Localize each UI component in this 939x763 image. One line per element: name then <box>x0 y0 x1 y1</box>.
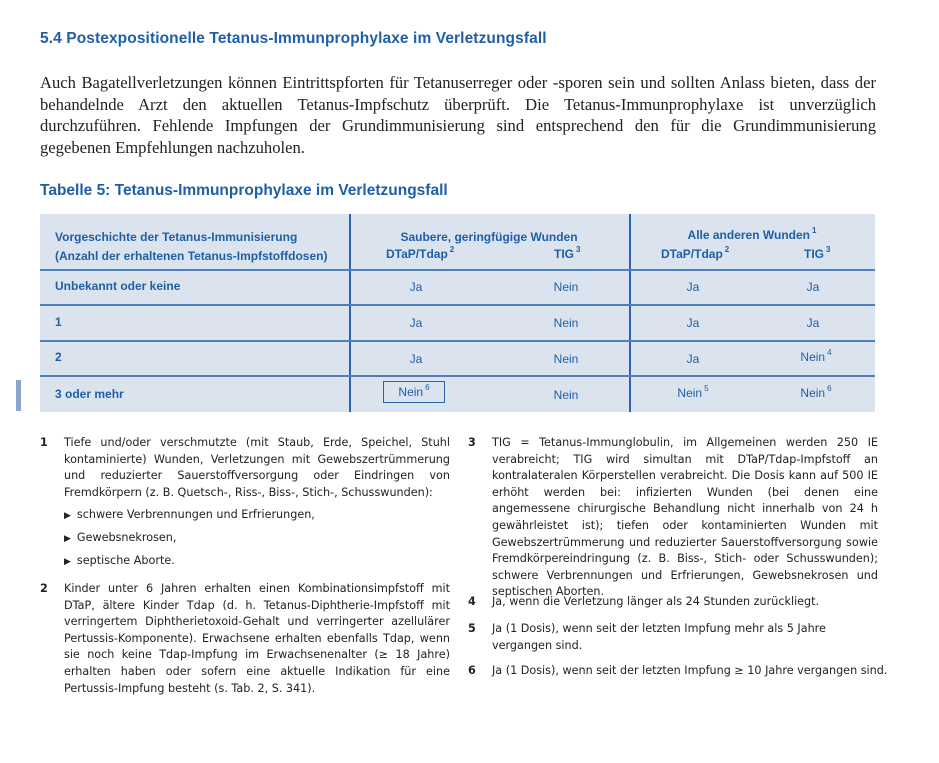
bullet-text: schwere Verbrennungen und Erfrierungen, <box>76 508 315 522</box>
footnote-ref: 3 <box>826 245 831 254</box>
bullet-item <box>64 530 450 548</box>
column-divider <box>629 214 631 412</box>
highlight-box <box>383 381 445 403</box>
footnote-text: Ja (1 Dosis), wenn seit der letzten Impfung mehr als 5 Jahre vergangen sind. <box>492 622 826 652</box>
cell-value: Ja <box>409 280 423 294</box>
row-divider <box>40 304 875 306</box>
cell-other-dtap <box>658 386 728 400</box>
header-col-label: DTaP/Tdap <box>661 247 723 261</box>
cell-other-dtap <box>629 316 757 330</box>
footnote-5 <box>468 621 878 654</box>
cell-clean-dtap-highlighted <box>383 381 445 403</box>
row-history: Unbekannt oder keine <box>55 279 181 293</box>
cell-value: Ja <box>686 352 700 366</box>
bullet-text: septische Aborte. <box>76 553 175 567</box>
footnote-6 <box>468 663 888 680</box>
cell-value: Ja <box>806 280 820 294</box>
bullet-item <box>64 553 450 571</box>
footnote-1 <box>40 435 450 575</box>
footnote-ref: 1 <box>812 226 817 235</box>
cell-value: Ja <box>806 316 820 330</box>
footnote-ref: 2 <box>724 245 730 254</box>
row-history: 2 <box>55 350 62 364</box>
triangle-bullet-icon: ▶ <box>64 556 71 567</box>
header-group-clean-wounds: Saubere, geringfügige Wunden <box>400 230 578 244</box>
footnote-text: Ja (1 Dosis), wenn seit der letzten Impfung ≥ 10 Jahre vergangen sind. <box>492 664 888 677</box>
section-title: 5.4 Postexpositionelle Tetanus-Immunprophylaxe im Verletzungsfall <box>40 30 547 47</box>
row-divider <box>40 375 875 377</box>
row-history: 3 oder mehr <box>55 387 124 401</box>
cell-clean-dtap <box>349 352 483 366</box>
header-group-other-wounds <box>629 228 875 242</box>
footnote-number: 6 <box>468 664 476 677</box>
row-divider <box>40 340 875 342</box>
footnote-bullet-list <box>64 507 450 570</box>
cell-clean-tig: Nein <box>553 280 579 294</box>
header-col-label: TIG <box>804 247 824 261</box>
footnote-text: Tiefe und/oder verschmutzte (mit Staub, Erde, Speichel, Stuhl kontaminierte) Wunden, Verletzungen mit Gewebszertrümmerung und reduzierter Sauerstoffversorgung oder Eindringen von Fremdkörpern (z. B. Quetsch-, Riss-, Biss-, Stich-, Schusswunden): <box>64 436 450 499</box>
footnote-3 <box>468 435 878 601</box>
cell-value: Ja <box>409 316 423 330</box>
cell-other-dtap <box>629 280 757 294</box>
header-col-dtap-1 <box>386 247 454 261</box>
header-history-line2: (Anzahl der erhaltenen Tetanus-Impfstoffdosen) <box>55 249 328 263</box>
cell-other-tig <box>786 280 840 294</box>
change-bar-marker <box>16 380 21 411</box>
intro-paragraph: Auch Bagatellverletzungen können Eintrittspforten für Tetanuserreger oder -sporen sein und sollten Anlass bieten, dass der behandelnde Arzt den aktuellen Tetanus-Impfschutz überprüft. Die Tetanus-Immunprophylaxe ist unverzüglich durchzuführen. Fehlende Impfungen der Grundimmunisierung sind entsprechend den für die Grundimmunisierung gegebenen Empfehlungen nachzuholen. <box>40 73 876 158</box>
cell-clean-tig: Nein <box>553 316 579 330</box>
footnote-4 <box>468 594 878 611</box>
bullet-text: Gewebsnekrosen, <box>76 530 177 544</box>
row-divider <box>40 269 875 271</box>
footnote-text: Kinder unter 6 Jahren erhalten einen Kombinationsimpfstoff mit DTaP, ältere Kinder Tdap (d. h. Tetanus-Diphtherie-Impfstoff mit verringertem Diphtherietoxoid-Gehalt und verringerter azellulärer Pertussis-Komponente). Erwachsene erhalten ebenfalls Tdap, wenn sie noch keine Tdap-Impfung im Erwachsenenalter (≥ 18 Jahre) erhalten haben oder sofern eine aktuelle Indikation für eine Pertussis-Impfung besteht (s. Tab. 2, S. 341). <box>64 582 450 695</box>
footnote-number: 5 <box>468 622 476 635</box>
footnote-ref: 3 <box>576 245 581 254</box>
cell-value: Ja <box>686 316 700 330</box>
footnote-2 <box>40 581 450 697</box>
cell-clean-dtap <box>349 316 483 330</box>
cell-value: Ja <box>409 352 423 366</box>
cell-other-tig <box>786 316 840 330</box>
footnote-number: 1 <box>40 436 48 449</box>
row-history: 1 <box>55 315 62 329</box>
footnote-ref: 2 <box>449 245 455 254</box>
header-col-tig-1 <box>554 247 580 261</box>
cell-clean-tig: Nein <box>553 388 579 402</box>
footnote-ref: 6 <box>425 383 430 392</box>
footnote-number: 2 <box>40 582 48 595</box>
header-history-line1: Vorgeschichte der Tetanus-Immunisierung <box>55 230 298 244</box>
cell-value: Nein <box>398 385 424 399</box>
triangle-bullet-icon: ▶ <box>64 533 71 544</box>
header-col-tig-2 <box>804 247 830 261</box>
header-col-label: TIG <box>554 247 574 261</box>
header-col-label: DTaP/Tdap <box>386 247 448 261</box>
cell-clean-dtap <box>349 280 483 294</box>
cell-other-dtap <box>629 352 757 366</box>
footnote-ref: 4 <box>827 348 832 357</box>
cell-value: Nein <box>800 350 826 364</box>
table-title: Tabelle 5: Tetanus-Immunprophylaxe im Verletzungsfall <box>40 182 448 199</box>
footnote-number: 3 <box>468 436 476 449</box>
cell-other-tig <box>786 350 846 364</box>
footnote-text: Ja, wenn die Verletzung länger als 24 Stunden zurückliegt. <box>492 595 820 608</box>
bullet-item <box>64 507 450 525</box>
cell-clean-tig: Nein <box>553 352 579 366</box>
prophylaxis-table <box>40 214 875 412</box>
cell-value: Ja <box>686 280 700 294</box>
header-group-other-label: Alle anderen Wunden <box>687 228 810 242</box>
footnote-ref: 5 <box>704 384 709 393</box>
cell-value: Nein <box>800 386 826 400</box>
triangle-bullet-icon: ▶ <box>64 511 71 522</box>
footnote-number: 4 <box>468 595 476 608</box>
header-col-dtap-2 <box>661 247 729 261</box>
footnote-ref: 6 <box>827 384 832 393</box>
cell-value: Nein <box>677 386 703 400</box>
footnote-text: TIG = Tetanus-Immunglobulin, im Allgemeinen werden 250 IE verabreicht; TIG wird simultan mit DTaP/Tdap-Impfstoff an kontralateralen Körperstellen verabreicht. Die Dosis kann auf 500 IE erhöht werden bei: infizierten Wunden (bei denen eine angemessene chirurgische Behandlung nicht innerhalb von 24 h gewährleistet ist); tiefen oder kontaminierten Wunden mit Gewebszertrümmerung und reduzierter Sauerstoffversorgung sowie Fremdkörpereindringung (z. B. Biss-, Stich- oder Schusswunden); schwere Verbrennungen und Erfrierungen, Gewebsnekrosen und septischen Aborten. <box>492 436 878 599</box>
cell-other-tig <box>786 386 846 400</box>
